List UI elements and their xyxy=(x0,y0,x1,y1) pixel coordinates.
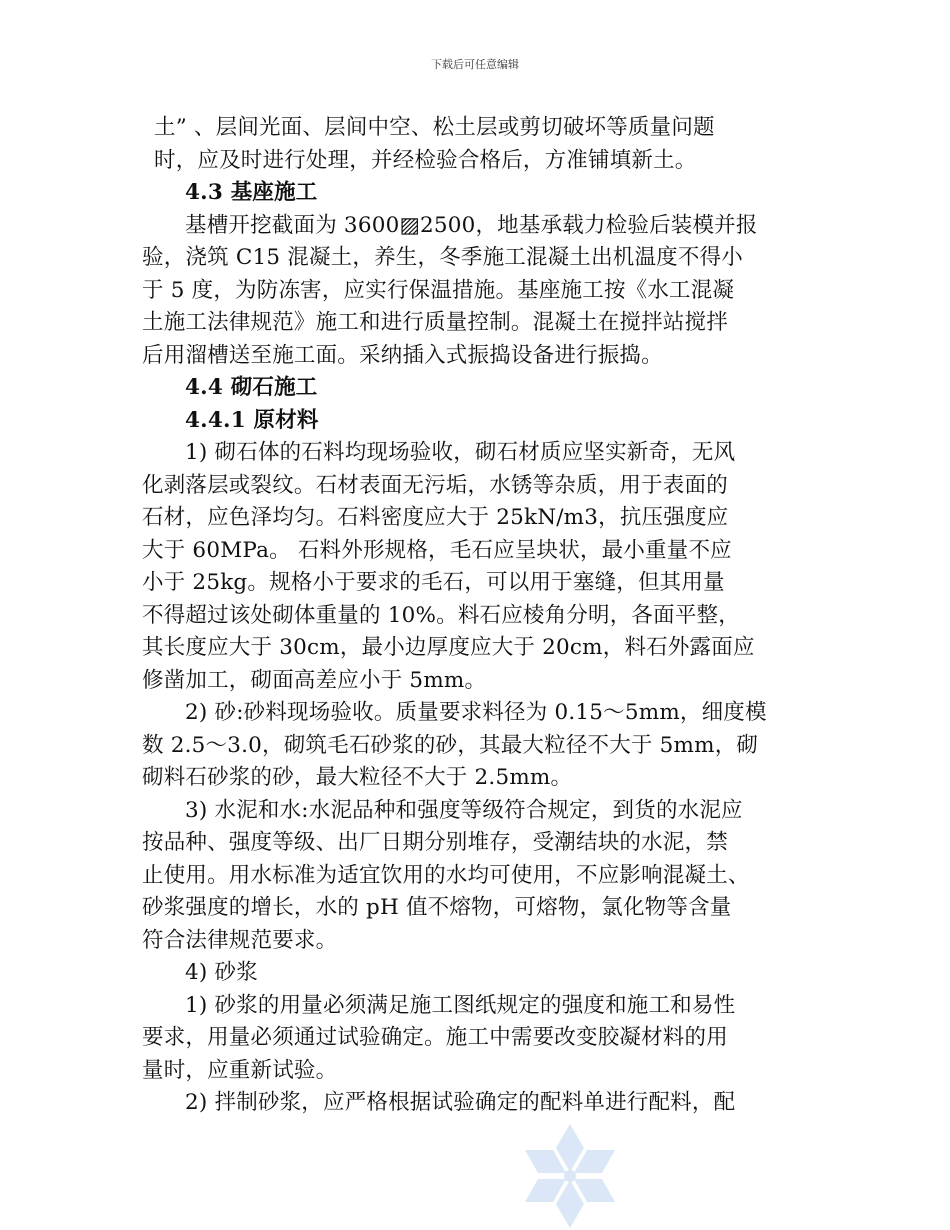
text-line: 2) 砂:砂料现场验收。质量要求料径为 0.15～5mm，细度模 xyxy=(185,700,767,725)
text-line: 小于 25kg。规格小于要求的毛石，可以用于塞缝，但其用量 xyxy=(142,570,725,595)
text-line: 石材，应色泽均匀。石料密度应大于 25kN/m3，抗压强度应 xyxy=(142,505,729,530)
page-header: 下载后可任意编辑 xyxy=(431,58,519,71)
text-line: 修凿加工，砌面高差应小于 5mm。 xyxy=(142,667,487,693)
text-line: 4.4 砌石施工 xyxy=(185,375,318,400)
text-line: 1) 砂浆的用量必须满足施工图纸规定的强度和施工和易性 xyxy=(185,992,736,1018)
text-line: 4) 砂浆 xyxy=(185,960,258,985)
text-line: 数 2.5～3.0，砌筑毛石砂浆的砂，其最大粒径不大于 5mm，砌 xyxy=(142,732,759,758)
text-line: 时，应及时进行处理，并经检验合格后，方准铺填新土。 xyxy=(154,147,697,173)
text-line: 4.3 基座施工 xyxy=(185,180,318,205)
text-line: 土施工法律规范》施工和进行质量控制。混凝土在搅拌站搅拌 xyxy=(142,310,728,335)
text-line: 1) 砌石体的石料均现场验收，砌石材质应坚实新奇，无风 xyxy=(185,440,736,465)
text-line: 2) 拌制砂浆，应严格根据试验确定的配料单进行配料，配 xyxy=(185,1090,736,1115)
text-line: 按品种、强度等级、出厂日期分别堆存，受潮结块的水泥，禁 xyxy=(142,830,728,855)
text-line: 于 5 度，为防冻害，应实行保温措施。基座施工按《水工混凝 xyxy=(142,277,735,303)
text-line: 砌料石砂浆的砂，最大粒径不大于 2.5mm。 xyxy=(142,765,573,790)
text-line: 基槽开挖截面为 3600▨2500，地基承载力检验后装模并报 xyxy=(185,212,758,238)
text-line: 验，浇筑 C15 混凝土，养生，冬季施工混凝土出机温度不得小 xyxy=(142,245,743,270)
text-line: 化剥落层或裂纹。石材表面无污垢，水锈等杂质，用于表面的 xyxy=(142,472,728,498)
text-line: 不得超过该处砌体重量的 10%。料石应棱角分明，各面平整， xyxy=(142,602,740,628)
text-line: 其长度应大于 30cm，最小边厚度应大于 20cm，料石外露面应 xyxy=(142,635,755,660)
text-line: 砂浆强度的增长，水的 pH 值不熔物，可熔物，氯化物等含量 xyxy=(142,895,732,920)
text-line: 4.4.1 原材料 xyxy=(185,407,319,433)
text-line: 后用溜槽送至施工面。采纳插入式振捣设备进行振捣。 xyxy=(142,342,663,368)
snowflake-watermark-icon xyxy=(518,1124,622,1228)
text-line: 土” 、层间光面、层间中空、松土层或剪切破坏等质量问题 xyxy=(154,115,715,140)
text-line: 量时，应重新试验。 xyxy=(142,1057,338,1083)
text-line: 要求，用量必须通过试验确定。施工中需要改变胶凝材料的用 xyxy=(142,1025,728,1050)
text-line: 大于 60MPa。 石料外形规格，毛石应呈块状，最小重量不应 xyxy=(142,537,732,563)
text-line: 3) 水泥和水:水泥品种和强度等级符合规定，到货的水泥应 xyxy=(185,797,743,823)
text-line: 符合法律规范要求。 xyxy=(142,927,338,953)
document-body xyxy=(142,112,824,1120)
text-line: 止使用。用水标准为适宜饮用的水均可使用，不应影响混凝土、 xyxy=(142,862,750,888)
